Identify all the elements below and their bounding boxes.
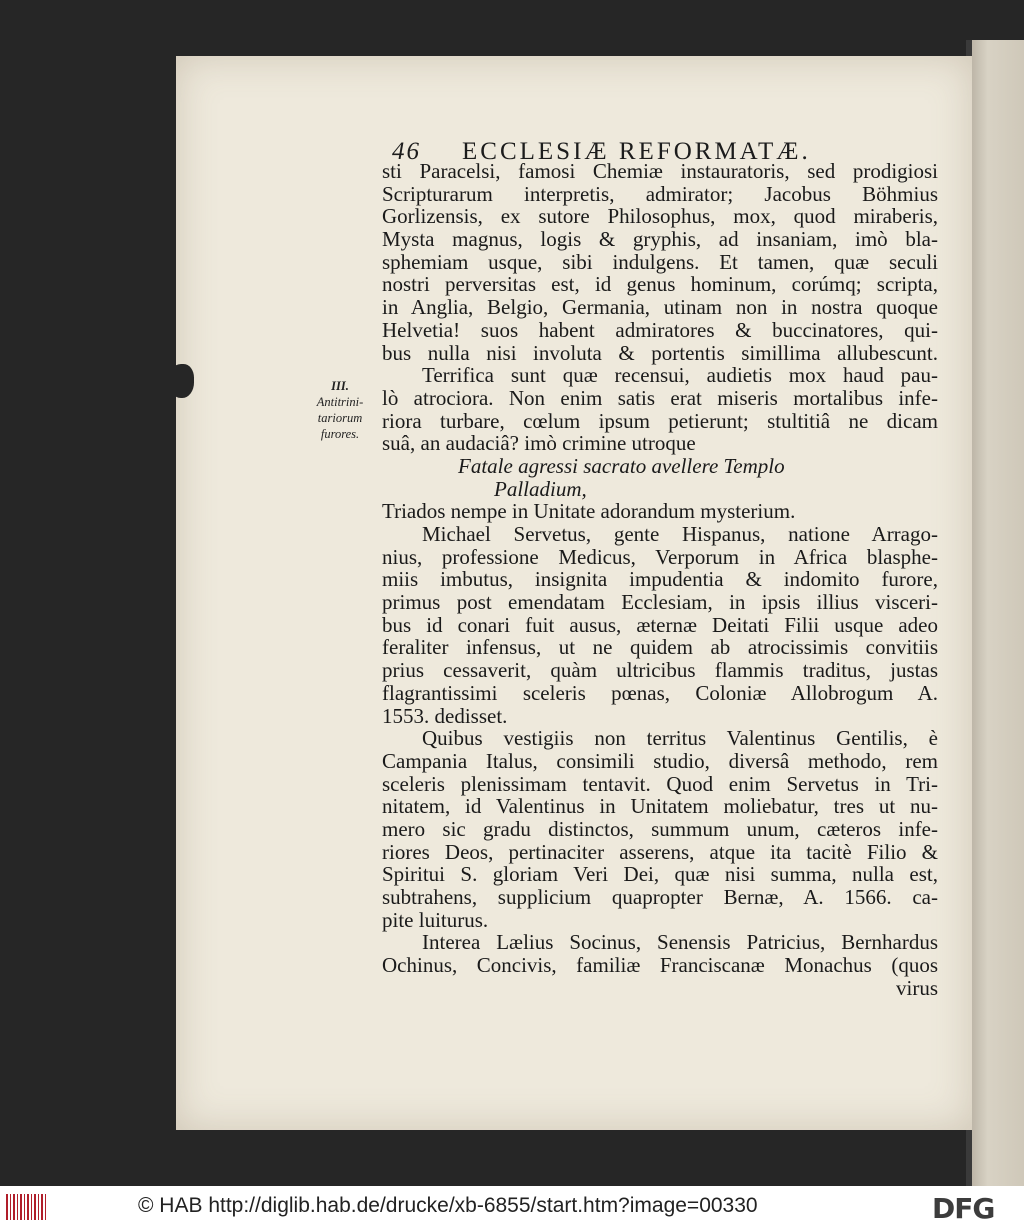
text-line: nostri perversitas est, id genus hominum, corúmq; scripta,: [382, 272, 938, 297]
text-line: Interea Lælius Socinus, Senensis Patricius, Bernhardus: [422, 930, 938, 955]
text-line: flagrantissimi sceleris pœnas, Coloniæ Allobrogum A.: [382, 680, 938, 705]
text-line: sphemiam usque, sibi indulgens. Et tamen, quæ seculi: [382, 249, 938, 274]
paper-damage: [168, 364, 194, 398]
catchword: virus: [896, 975, 938, 1000]
viewer-footer: [0, 1186, 1024, 1228]
barcode-icon: [6, 1194, 46, 1220]
text-line: suâ, an audaciâ? imò crimine utroque: [382, 431, 696, 456]
text-line: Spiritui S. gloriam Veri Dei, quæ nisi summa, nulla est,: [382, 862, 938, 887]
text-line: mero sic gradu distinctos, summum unum, cæteros infe-: [382, 816, 938, 841]
text-line: bus id conari fuit ausus, æternæ Deitati Filii usque adeo: [382, 612, 938, 637]
margin-note: [300, 378, 380, 442]
text-line: pite luiturus.: [382, 907, 489, 932]
text-line: sti Paracelsi, famosi Chemiæ instauratoris, sed prodigiosi: [382, 159, 938, 183]
text-line: miis imbutus, insignita impudentia & indomito furore,: [382, 567, 938, 592]
text-line: Ochinus, Concivis, familiæ Franciscanæ Monachus (quos: [382, 953, 938, 978]
text-line: in Anglia, Belgio, Germania, utinam non in nostra quoque: [382, 295, 938, 320]
text-line: feraliter infensus, ut ne quidem ab atrocissimis convitiis: [382, 635, 938, 660]
text-line: Michael Servetus, gente Hispanus, natione Arrago-: [422, 522, 938, 546]
text-line: riora turbare, cœlum ipsum petierunt; stultitiâ ne dicam: [382, 408, 938, 433]
margin-note-line: furores.: [320, 427, 360, 441]
verse-line: Fatale agressi sacrato avellere Templo: [458, 453, 785, 478]
text-line: lò atrociora. Non enim satis erat miseris mortalibus infe-: [382, 385, 938, 410]
text-line: Triados nempe in Unitate adorandum mysterium.: [382, 499, 796, 524]
text-line: nius, professione Medicus, Verporum in Africa blasphe-: [382, 544, 938, 569]
text-line: Terrifica sunt quæ recensui, audietis mox haud pau-: [422, 363, 938, 388]
running-title: ECCLESIÆ REFORMATÆ.: [462, 138, 811, 165]
margin-note-line: III.: [331, 379, 349, 393]
text-line: Campania Italus, consimili studio, diversâ methodo, rem: [382, 748, 938, 773]
text-line: nitatem, id Valentinus in Unitatem moliebatur, tres ut nu-: [382, 794, 938, 819]
page-number: 46: [392, 138, 421, 165]
text-line: subtrahens, supplicium quapropter Bernæ, A. 1566. ca-: [382, 885, 938, 909]
text-line: bus nulla nisi involuta & portentis simillima allubescunt.: [382, 340, 938, 365]
text-line: primus post emendatam Ecclesiam, in ipsis illius visceri-: [382, 590, 938, 615]
text-line: Helvetia! suos habent admiratores & buccinatores, qui-: [382, 317, 938, 342]
body-text: [382, 160, 938, 999]
verse-line: Palladium,: [494, 476, 587, 501]
copyright-link[interactable]: © HAB http://diglib.hab.de/drucke/xb-6855/start.htm?image=00330: [138, 1194, 758, 1217]
margin-note-line: tariorum: [317, 411, 363, 425]
text-line: Quibus vestigiis non territus Valentinus Gentilis, è: [422, 726, 938, 751]
text-line: Gorlizensis, ex sutore Philosophus, mox, quod miraberis,: [382, 204, 938, 229]
text-line: sceleris plenissimam tentavit. Quod enim Servetus in Tri-: [382, 771, 938, 796]
text-line: 1553. dedisset.: [382, 703, 508, 728]
dfg-logo: DFG: [932, 1192, 995, 1225]
margin-note-line: Antitrini-: [316, 395, 364, 409]
text-line: prius cessaverit, quàm ultricibus flammis traditus, justas: [382, 658, 938, 683]
text-line: riores Deos, pertinaciter asserens, atque ita tacitè Filio &: [382, 839, 938, 864]
text-line: Mysta magnus, logis & gryphis, ad insaniam, imò bla-: [382, 227, 938, 252]
facing-page-edge: [972, 40, 1024, 1186]
text-line: Scripturarum interpretis, admirator; Jacobus Böhmius: [382, 181, 938, 206]
